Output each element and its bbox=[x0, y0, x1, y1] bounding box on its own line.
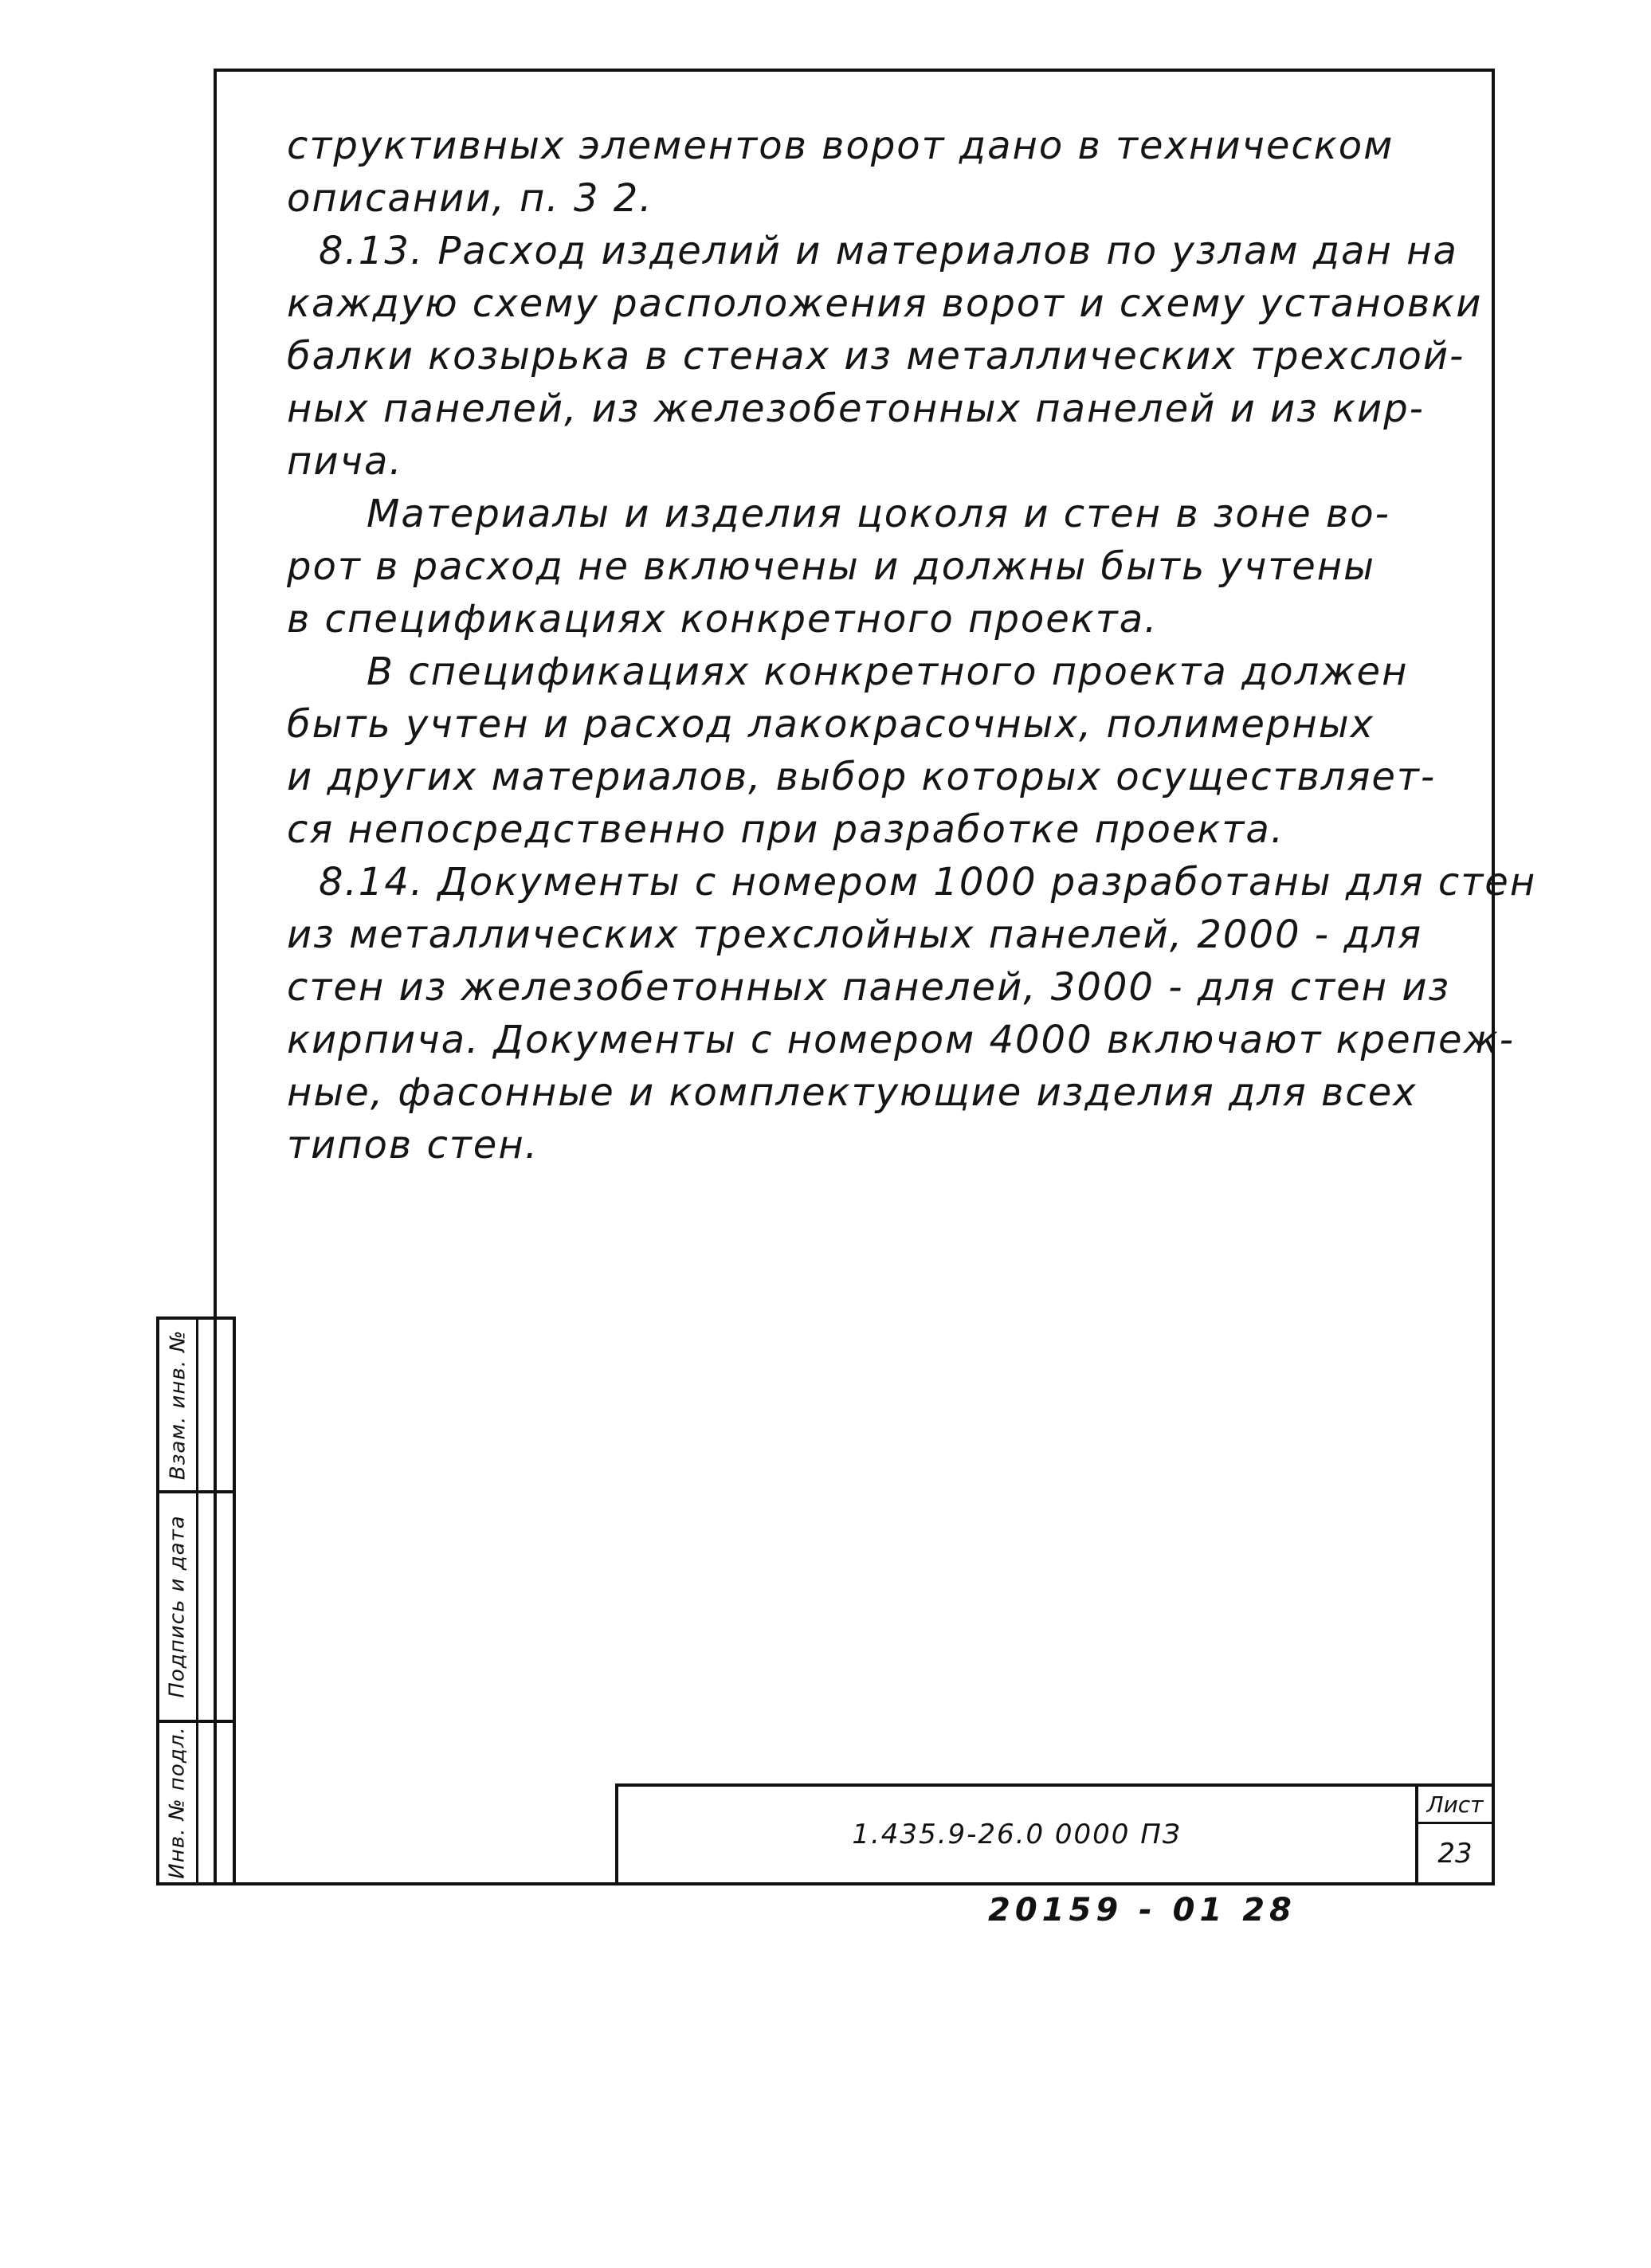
side-stamp-strip bbox=[156, 1316, 236, 1885]
body-line: пича. bbox=[287, 439, 403, 484]
body-line: ных панелей, из железобетонных панелей и из кир- bbox=[287, 387, 1425, 431]
body-line: ные, фасонные и комплектующие изделия для всех bbox=[287, 1070, 1418, 1115]
side-stamp-cell-replacement bbox=[159, 1320, 196, 1490]
body-line: каждую схему расположения ворот и схему установки bbox=[287, 281, 1483, 326]
body-line: из металлических трехслойных панелей, 2000 - для bbox=[287, 912, 1423, 957]
body-line: кирпича. Документы с номером 4000 включают крепеж- bbox=[287, 1018, 1516, 1062]
body-line: балки козырька в стенах из металлических трехслой- bbox=[287, 334, 1465, 379]
side-stamp-cell-signature bbox=[159, 1493, 196, 1720]
body-line: описании, п. 3 2. bbox=[287, 176, 653, 221]
document-body bbox=[287, 120, 1537, 1171]
body-line: в спецификациях конкретного проекта. bbox=[287, 597, 1159, 642]
sheet-box bbox=[1415, 1787, 1492, 1882]
body-line: стен из железобетонных панелей, 3000 - для стен из bbox=[287, 965, 1451, 1010]
side-stamp-cell-inventory bbox=[159, 1723, 196, 1882]
body-line: типов стен. bbox=[287, 1123, 539, 1167]
body-line: ся непосредственно при разработке проекта. bbox=[287, 807, 1285, 852]
sheet-number: 23 bbox=[1437, 1837, 1473, 1870]
side-stamp-label: Взам. инв. № bbox=[166, 1329, 190, 1481]
body-line: рот в расход не включены и должны быть учтены bbox=[287, 544, 1376, 589]
body-line: и других материалов, выбор которых осуществляет- bbox=[287, 755, 1437, 799]
body-line: быть учтен и расход лакокрасочных, полимерных bbox=[287, 702, 1375, 747]
body-line: структивных элементов ворот дано в техническом bbox=[287, 124, 1394, 168]
title-block bbox=[615, 1783, 1495, 1885]
side-stamp-inner-line bbox=[196, 1320, 198, 1882]
document-code: 1.435.9-26.0 0000 ПЗ bbox=[852, 1819, 1182, 1850]
side-stamp-label: Инв. № подл. bbox=[166, 1726, 190, 1879]
body-line: 8.14. Документы с номером 1000 разработаны для стен bbox=[319, 860, 1537, 904]
body-line: 8.13. Расход изделий и материалов по узлам дан на bbox=[319, 229, 1458, 273]
side-stamp-label: Подпись и дата bbox=[166, 1515, 190, 1698]
body-line: Материалы и изделия цоколя и стен в зоне во- bbox=[367, 492, 1390, 536]
footer-stamp: 20159 - 01 28 bbox=[988, 1892, 1296, 1929]
sheet-label: Лист bbox=[1418, 1787, 1492, 1824]
body-line: В спецификациях конкретного проекта должен bbox=[367, 649, 1409, 694]
